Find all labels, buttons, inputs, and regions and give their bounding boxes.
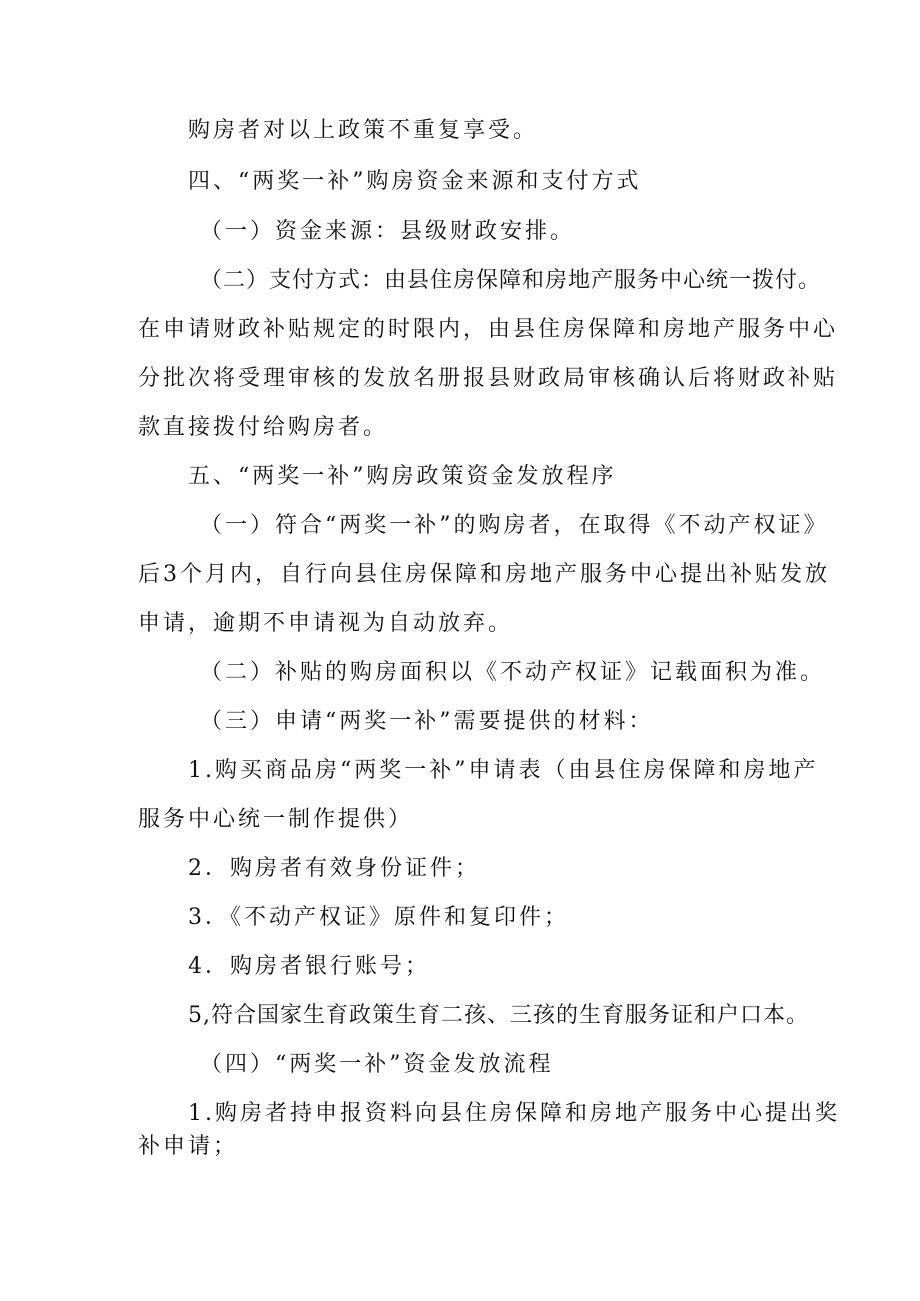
section-heading-5: 五、“两奖一补”购房政策资金发放程序 xyxy=(188,464,617,489)
procedure-item-1-line-1: （一）符合“两奖一补”的购房者，在取得《不动产权证》 xyxy=(200,513,829,538)
procedure-item-4: （四）“两奖一补”资金发放流程 xyxy=(200,1052,554,1077)
procedure-item-1-line-3: 申请，逾期不申请视为自动放弃。 xyxy=(138,611,514,636)
procedure-item-3: （三）申请“两奖一补”需要提供的材料： xyxy=(200,709,654,734)
paragraph-line-1: 购房者对以上政策不重复享受。 xyxy=(188,118,539,143)
materials-item-3: 3．《不动产权证》原件和复印件； xyxy=(188,905,569,930)
procedure-item-2: （二）补贴的购房面积以《不动产权证》记载面积为准。 xyxy=(200,660,826,685)
materials-item-2: 2．购房者有效身份证件； xyxy=(188,856,480,881)
materials-item-1-line-2: 服务中心统一制作提供） xyxy=(138,807,414,832)
flow-item-1-line-2: 补申请； xyxy=(138,1134,239,1159)
paragraph-line-7: 款直接拨付给购房者。 xyxy=(138,415,389,440)
procedure-item-1-line-2: 后3个月内，自行向县住房保障和房地产服务中心提出补贴发放 xyxy=(138,562,830,587)
subsection-2-payment-method: （二）支付方式：由县住房保障和房地产服务中心统一拨付。 xyxy=(200,268,822,293)
section-heading-4: 四、“两奖一补”购房资金来源和支付方式 xyxy=(188,169,642,194)
materials-item-4: 4．购房者银行账号； xyxy=(188,954,430,979)
paragraph-line-6: 分批次将受理审核的发放名册报县财政局审核确认后将财政补贴 xyxy=(138,366,839,391)
materials-item-5: 5,符合国家生育政策生育二孩、三孩的生育服务证和户口本。 xyxy=(188,1003,809,1028)
paragraph-line-5: 在申请财政补贴规定的时限内，由县住房保障和房地产服务中心 xyxy=(138,317,839,342)
subsection-1-funding-source: （一）资金来源：县级财政安排。 xyxy=(200,219,576,244)
flow-item-1-line-1: 1.购房者持申报资料向县住房保障和房地产服务中心提出奖 xyxy=(188,1101,840,1126)
materials-item-1-line-1: 1.购买商品房“两奖一补”申请表（由县住房保障和房地产 xyxy=(188,758,819,783)
